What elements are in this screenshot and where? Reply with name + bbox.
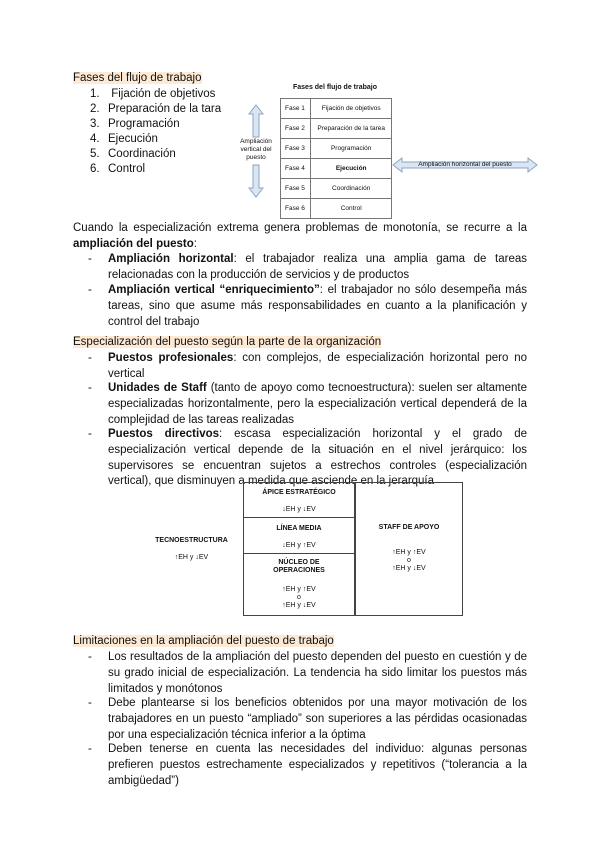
linea-value: ↓EH y ↑EV [282,542,316,549]
table-cell: Fase 2 [281,119,311,139]
tecno-title: TECNOESTRUCTURA [155,537,228,544]
nucleo-value: ↑EH y ↑EV [282,586,316,593]
table-cell: Fase 6 [281,199,311,219]
flow-table [280,98,392,219]
divider [243,517,355,518]
nucleo-title: OPERACIONES [273,567,325,574]
vertical-enlargement-label: Ampliación vertical del puesto [240,138,272,161]
list-item: - Los resultados de la ampliación del puesto dependen del puesto en cuestión y de su grado inicial de especialización. La tendencia ha sido limitar los puestos más limitados y monótonos [88,651,527,695]
table-cell: Fijación de objetivos [311,99,392,119]
table-row [281,119,392,139]
table-cell: Preparación de la tarea [311,119,392,139]
list-item: - Ampliación vertical “enriquecimiento”: el trabajador no sólo desempeña más tareas, sino que asume más responsabilidades en cuanto a la planificación y control del trabajo [88,284,527,328]
table-cell: Fase 5 [281,179,311,199]
arrow-up-icon [248,104,264,138]
staff-value: ↑EH y ↑EV [392,549,426,556]
tecno-value: ↑EH y ↓EV [174,554,209,561]
staff-or: o [407,557,411,564]
list-item: - Unidades de Staff (tanto de apoyo como tecnoestructura): suelen ser altamente especializadas horizontalmente, pero la especialización vertical dependerá de la complejidad de las tareas realizadas [88,382,527,426]
list-item: - Puestos profesionales: con complejos, de especialización horizontal pero no vertical [88,352,527,380]
list-item: - Puestos directivos: escasa especialización horizontal y el grado de especialización vertical depende de la situación en el nivel jerárquico: los supervisores se encuentran sujetos a estrechos controles (especialización vertical), que disminuyen a medida que asciende en la jerarquía [88,428,527,488]
section-heading-fases: Fases del flujo de trabajo [73,72,202,84]
section-heading-especializacion: Especialización del puesto según la parte de la organización [73,336,382,348]
apice-title: ÁPICE ESTRATÉGICO [262,489,336,496]
table-cell: Ejecución [311,159,392,179]
list-item: 5. Coordinación [90,148,176,160]
flow-figure-title: Fases del flujo de trabajo [292,84,378,91]
nucleo-title: NÚCLEO DE [278,559,320,566]
table-cell: Programación [311,139,392,159]
list-item: - Debe plantearse si los beneficios obtenidos por una mayor motivación de los trabajadores en un puesto “ampliado” son superiores a las pérdidas ocasionadas por una especialización técnica inferior a la óptima [88,697,527,741]
table-cell: Coordinación [311,179,392,199]
table-cell: Control [311,199,392,219]
staff-value: ↑EH y ↓EV [392,565,426,572]
list-item: - Ampliación horizontal: el trabajador realiza una amplia gama de tareas relacionadas con la producción de servicios y de productos [88,253,527,281]
table-row [281,199,392,219]
flow-figure [230,84,540,212]
nucleo-or: o [297,594,301,601]
linea-title: LÍNEA MEDIA [276,525,322,532]
table-row [281,99,392,119]
table-row [281,139,392,159]
list-item: 4. Ejecución [90,133,158,145]
intro-paragraph: Cuando la especialización extrema genera problemas de monotonía, se recurre a la ampliación del puesto: [73,222,527,250]
list-item: 3. Programación [90,118,180,130]
table-row [281,159,392,179]
arrow-down-icon [248,164,264,198]
phases-list [90,87,230,179]
horizontal-enlargement-label: Ampliación horizontal del puesto [418,161,512,168]
list-item: - Deben tenerse en cuenta las necesidades del individuo: algunas personas prefieren puestos estrechamente especializados y repetitivos (“tolerancia a la ambigüedad”) [88,743,527,787]
section-heading-limitaciones: Limitaciones en la ampliación del puesto de trabajo [73,635,334,647]
table-row [281,179,392,199]
list-item: 1. Fijación de objetivos [90,88,216,100]
table-cell: Fase 3 [281,139,311,159]
table-cell: Fase 4 [281,159,311,179]
staff-title: STAFF DE APOYO [378,524,440,531]
divider [243,553,355,554]
list-item: 2. Preparación de la tara [90,103,222,115]
table-cell: Fase 1 [281,99,311,119]
list-item: 6. Control [90,163,146,175]
org-chart [140,482,463,616]
apice-value: ↓EH y ↓EV [282,506,316,513]
nucleo-value: ↑EH y ↓EV [282,602,316,609]
